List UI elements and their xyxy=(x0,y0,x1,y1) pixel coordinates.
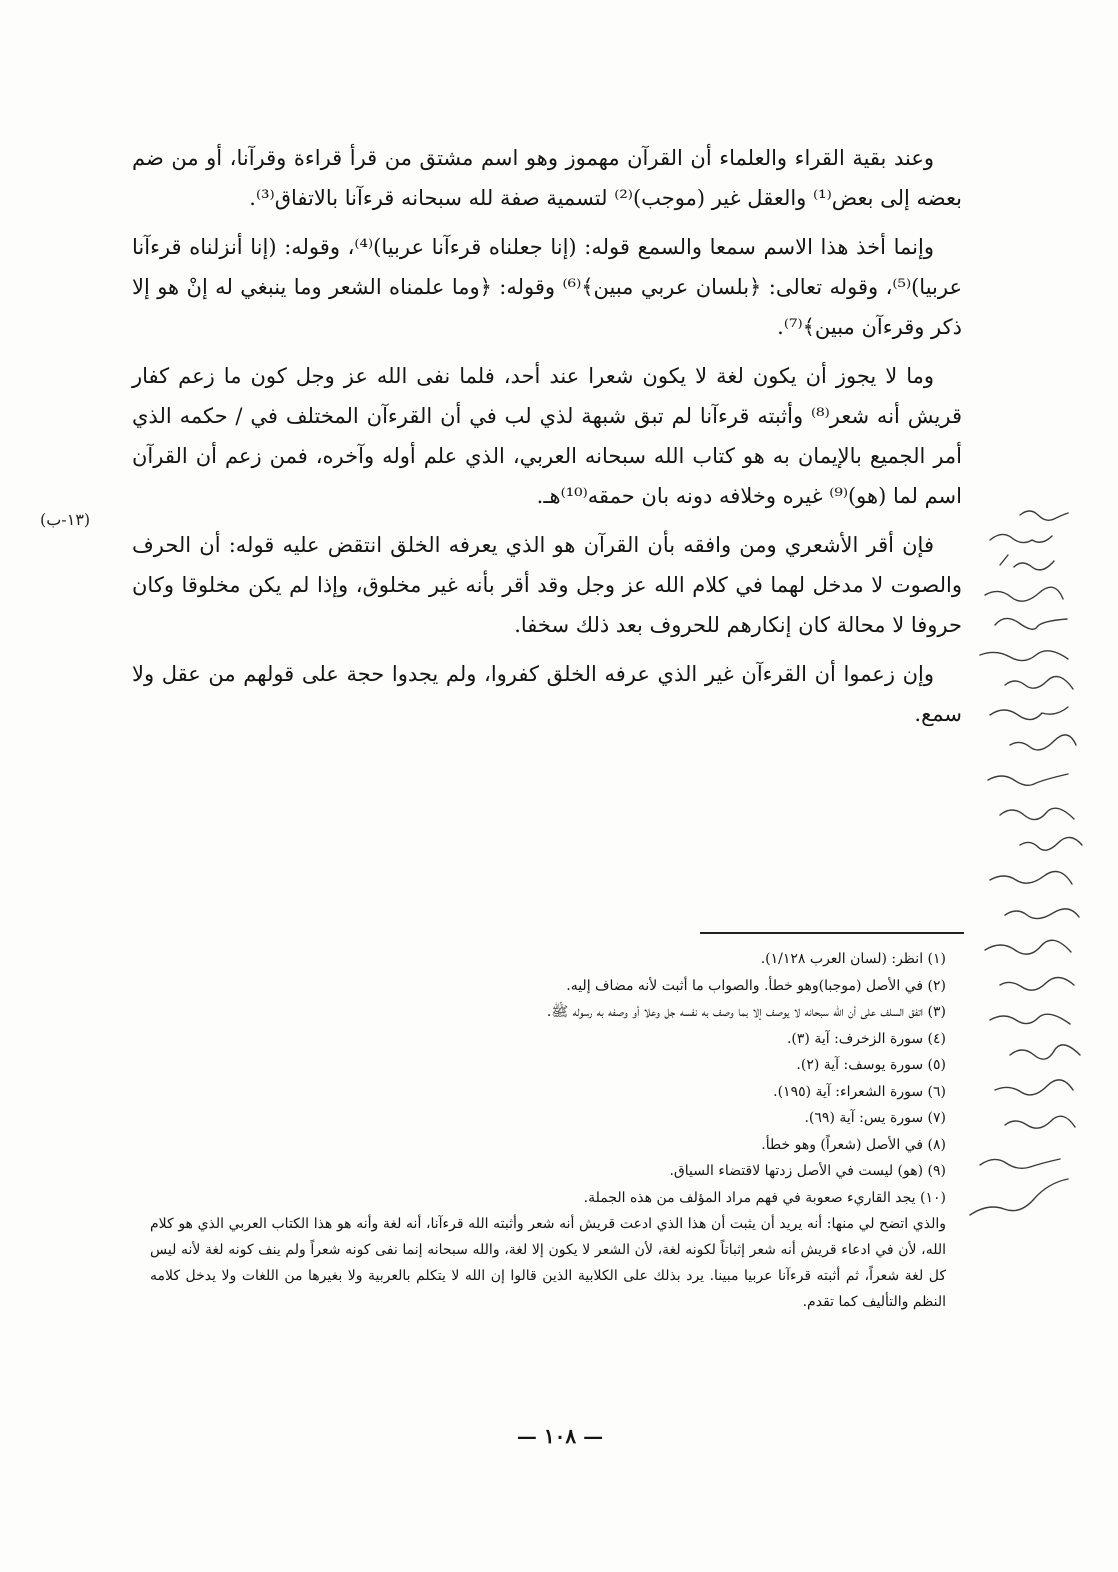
footnote-9: (٩) (هو) ليست في الأصل زدتها لاقتضاء السياق. xyxy=(669,1163,946,1179)
paragraph-2: وإنما أخذ هذا الاسم سمعا والسمع قوله: (إنا جعلناه قرءآنا عربيا)⁽⁴⁾، وقوله: (إنا أنزلناه قرءآنا عربيا)⁽⁵⁾، وقوله تعالى: ﴿بلسان عربي مبين﴾⁽⁶⁾ وقوله: ﴿وما علمناه الشعر وما ينبغي له إنْ هو إلا ذكر وقرءآن مبين﴾⁽⁷⁾. xyxy=(132,235,963,339)
paragraph-4: فإن أقر الأشعري ومن وافقه بأن القرآن هو الذي يعرفه الخلق انتقض عليه قوله: أن الحرف والصوت لا مدخل لهما في كلام الله عز وجل وقد أقر بأنه غير مخلوق، وإذا لم يكن مخلوقا وكان حروفا لا محالة كان إنكارهم للحروف بعد ذلك سخفا. xyxy=(132,533,962,637)
footnote-6: (٦) سورة الشعراء: آية (١٩٥). xyxy=(773,1083,946,1100)
footnote-continuation: والذي اتضح لي منها: أنه يريد أن يثبت أن هذا الذي ادعت قريش أنه شعر وأثبته الله قرءآنا، أنه لغة وأنه هو هذا الكتاب العربي الذي هو كلام الله، لأن في ادعاء قريش أنه شعر إثباتاً لكونه لغة، لأن الشعر لا يكون إلا لغة، والله سبحانه إنما نفى كونه شعراً ولم ينف كونه لغة لأنه ليس كل لغة شعراً، ثم أثبته قرءآنا عربيا مبينا. يرد بذلك على الكلابية الذين قالوا إن الله لا يتكلم بالعربية ولا بغيرها من اللغات ولا يدخل كلامه النظم والتأليف كما تقدم. xyxy=(150,1216,946,1310)
paragraph-5: وإن زعموا أن القرءآن غير الذي عرفه الخلق كفروا، ولم يجدوا حجة على قولهم من عقل ولا سمع. xyxy=(132,662,962,726)
footnote-3: (٣) اتفق السلف على أن الله سبحانه لا يوصف إلا بما وصف به نفسه جل وعلا أو وصفه به رسوله ﷺ. xyxy=(546,1004,946,1020)
paragraph-3: وما لا يجوز أن يكون لغة لا يكون شعرا عند أحد، فلما نفى الله عز وجل كون ما زعم كفار قريش أنه شعر⁽⁸⁾ وأثبته قرءآنا لم تبق شبهة لذي لب في أن القرءآن المختلف في / حكمه الذي أمر الجميع بالإيمان به هو كتاب الله سبحانه العربي، الذي علم أوله وآخره، فمن زعم أن القرآن اسم لما (هو)⁽⁹⁾ غيره وخلافه دونه بان حمقه⁽¹⁰⁾هـ. xyxy=(132,364,962,508)
page-number: — ١٠٨ — xyxy=(516,1424,604,1448)
folio-reference: (١٣-ب) xyxy=(40,510,91,529)
footnote-2: (٢) في الأصل (موجبا)وهو خطأ. والصواب ما أثبت لأنه مضاف إليه. xyxy=(566,977,946,994)
handwritten-margin-notes xyxy=(960,495,1118,1250)
paragraph-1: وعند بقية القراء والعلماء أن القرآن مهموز وهو اسم مشتق من قرأ قراءة وقرآنا، أو من ضم بعضه إلى بعض⁽¹⁾ والعقل غير (موجب)⁽²⁾ لتسمية صفة لله سبحانه قرءآنا بالاتفاق⁽³⁾. xyxy=(132,146,962,210)
footnote-8: (٨) في الأصل (شعراً) وهو خطأ. xyxy=(761,1136,946,1153)
footnote-7: (٧) سورة يس: آية (٦٩). xyxy=(804,1110,946,1126)
main-text xyxy=(132,138,962,743)
footnote-5: (٥) سورة يوسف: آية (٢). xyxy=(796,1057,946,1073)
footnote-4: (٤) سورة الزخرف: آية (٣). xyxy=(786,1030,946,1047)
footnotes xyxy=(150,946,946,1315)
footnote-1: (١) انظر: (لسان العرب ١/١٢٨). xyxy=(760,951,946,967)
footnote-10: (١٠) يجد القاريء صعوبة في فهم مراد المؤلف من هذه الجملة. xyxy=(583,1189,946,1206)
footnote-separator xyxy=(700,932,964,934)
